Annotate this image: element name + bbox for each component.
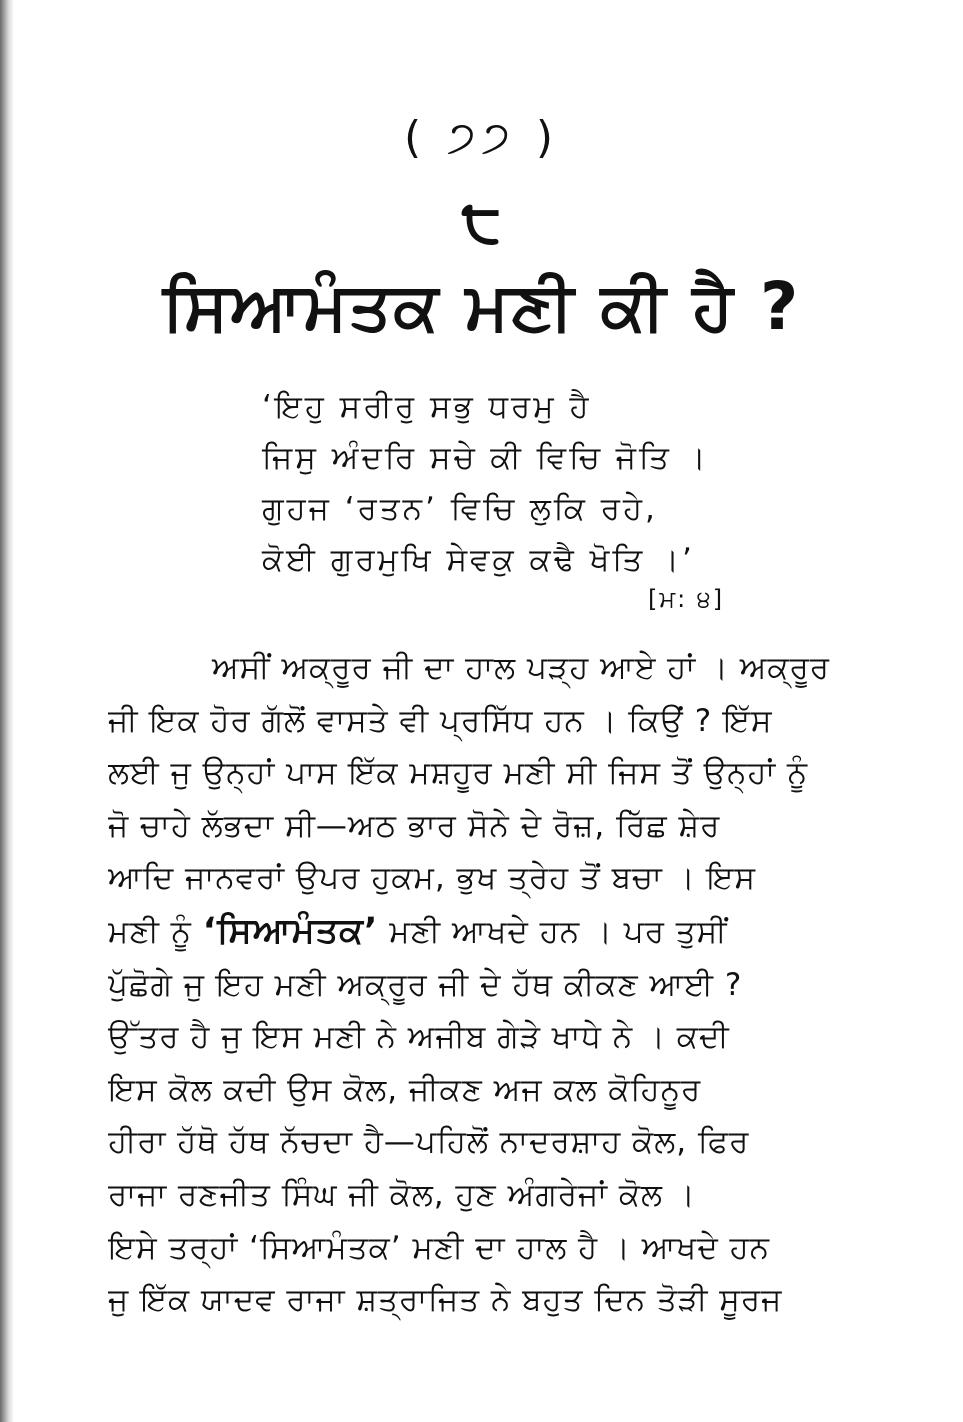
page-number: ( ੭੭ ) bbox=[403, 112, 560, 163]
body-line: ਹੀਰਾ ਹੱਥੋ ਹੱਥ ਨੱਚਦਾ ਹੈ—ਪਹਿਲੋਂ ਨਾਦਰਸ਼ਾਹ ਕੋਲ, ਫਿਰ bbox=[108, 1124, 750, 1161]
body-text-segment: ਮਣੀ ਨੂੰ bbox=[108, 913, 203, 950]
body-line: ਉੱਤਰ ਹੈ ਜੁ ਇਸ ਮਣੀ ਨੇ ਅਜੀਬ ਗੇੜੇ ਖਾਧੇ ਨੇ । ਕਦੀ bbox=[108, 1019, 730, 1056]
verse-line: ਜਿਸੁ ਅੰਦਰਿ ਸਚੇ ਕੀ ਵਿਚਿ ਜੋਤਿ । bbox=[262, 440, 709, 476]
body-line: ਇਸ ਕੋਲ ਕਦੀ ਉਸ ਕੋਲ, ਜੀਕਣ ਅਜ ਕਲ ਕੋਹਿਨੂਰ bbox=[108, 1071, 702, 1108]
body-line: ਪੁੱਛੋਗੇ ਜੁ ਇਹ ਮਣੀ ਅਕ੍ਰੂਰ ਜੀ ਦੇ ਹੱਥ ਕੀਕਣ ਆਈ ? bbox=[108, 966, 743, 1003]
body-text-segment: ਮਣੀ ਆਖਦੇ ਹਨ । ਪਰ ਤੁਸੀਂ bbox=[378, 913, 728, 950]
verse-line: ਕੋਈ ਗੁਰਮੁਖਿ ਸੇਵਕੁ ਕਢੈ ਖੋਤਿ ।’ bbox=[262, 542, 695, 578]
verse-quotation bbox=[262, 382, 822, 586]
body-line: ਇਸੇ ਤਰ੍ਹਾਂ ‘ਸਿਆਮੰਤਕ’ ਮਣੀ ਦਾ ਹਾਲ ਹੈ । ਆਖਦੇ ਹਨ bbox=[108, 1229, 770, 1266]
verse-line: ਗੁਹਜ ‘ਰਤਨ’ ਵਿਚਿ ਲੁਕਿ ਰਹੇ, bbox=[262, 491, 658, 527]
body-line: ਲਈ ਜੁ ਉਨ੍ਹਾਂ ਪਾਸ ਇੱਕ ਮਸ਼ਹੂਰ ਮਣੀ ਸੀ ਜਿਸ ਤੋਂ ਉਨ੍ਹਾਂ ਨੂੰ bbox=[108, 755, 809, 792]
body-line: ਜੁ ਇੱਕ ਯਾਦਵ ਰਾਜਾ ਸ਼ਤ੍ਰਾਜਿਤ ਨੇ ਬਹੁਤ ਦਿਨ ਤੋੜੀ ਸੂਰਜ bbox=[108, 1282, 783, 1319]
body-line: ਅਸੀਂ ਅਕ੍ਰੂਰ ਜੀ ਦਾ ਹਾਲ ਪੜ੍ਹ ਆਏ ਹਾਂ । ਅਕ੍ਰੂਰ bbox=[212, 650, 830, 686]
body-line: ਜੀ ਇਕ ਹੋਰ ਗੱਲੋਂ ਵਾਸਤੇ ਵੀ ਪ੍ਰਸਿੱਧ ਹਨ । ਕਿਉਂ ? ਇੱਸ bbox=[108, 702, 773, 739]
body-line: ਆਦਿ ਜਾਨਵਰਾਂ ਉਪਰ ਹੁਕਮ, ਭੁਖ ਤ੍ਰੇਹ ਤੋਂ ਬਚਾ । ਇਸ bbox=[108, 860, 757, 897]
chapter-number: ੮ bbox=[461, 186, 502, 256]
emphasized-term: ‘ਸਿਆਮੰਤਕ’ bbox=[202, 910, 379, 951]
verse-source: [ਮ: ੪] bbox=[648, 585, 725, 613]
body-line bbox=[108, 905, 853, 959]
verse-line: ‘ਇਹੁ ਸਰੀਰੁ ਸਭੁ ਧਰਮੁ ਹੈ bbox=[262, 389, 592, 425]
chapter-title: ਸਿਆਮੰਤਕ ਮਣੀ ਕੀ ਹੈ ? bbox=[162, 268, 801, 345]
body-line: ਰਾਜਾ ਰਣਜੀਤ ਸਿੰਘ ਜੀ ਕੋਲ, ਹੁਣ ਅੰਗਰੇਜਾਂ ਕੋਲ । bbox=[108, 1176, 696, 1213]
body-paragraph bbox=[108, 642, 853, 1327]
body-line: ਜੋ ਚਾਹੇ ਲੱਭਦਾ ਸੀ—ਅਠ ਭਾਰ ਸੋਨੇ ਦੇ ਰੋਜ਼, ਰਿੱਛ ਸ਼ੇਰ bbox=[108, 807, 721, 844]
